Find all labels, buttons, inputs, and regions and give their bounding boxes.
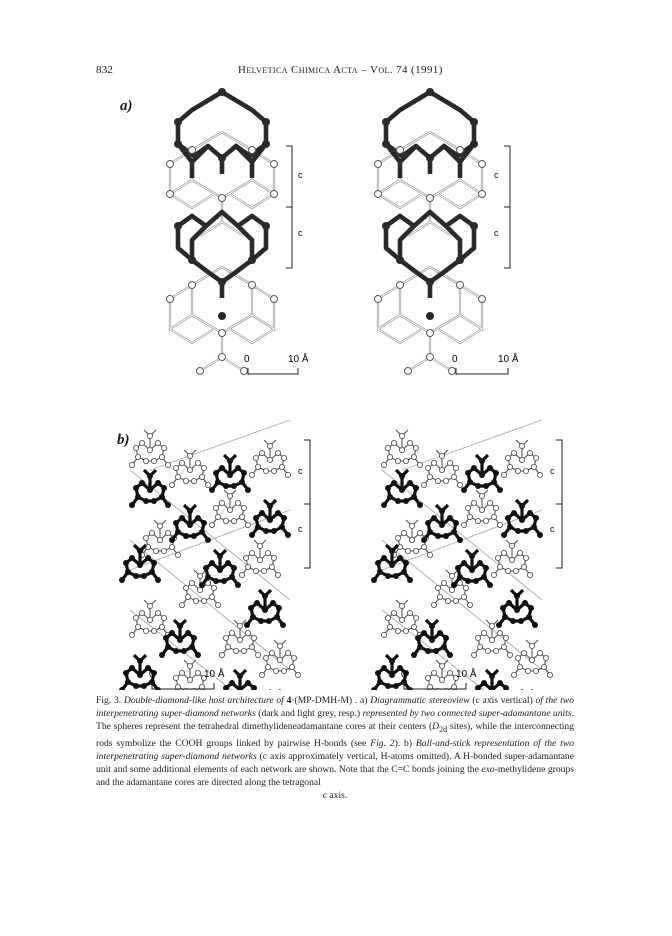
panel-a-axis-label-right-2: c bbox=[494, 228, 499, 238]
panel-a-label: a) bbox=[120, 98, 133, 114]
panel-b-scale-zero-right: 0 bbox=[401, 669, 407, 680]
panel-b-right-structure bbox=[371, 420, 553, 690]
caption-title: Double-diamond-like host architecture of bbox=[123, 695, 284, 706]
caption-part-a-axis: (c axis vertical) bbox=[472, 695, 533, 706]
panel-a-scale-zero-right: 0 bbox=[452, 354, 458, 365]
panel-a-right-network bbox=[375, 88, 486, 375]
caption-part-a-colors: (dark and light grey, resp.) bbox=[258, 708, 361, 720]
caption-part-a-spheres: . The spheres represent the tetrahedral dimethylideneadamantane cores at their centers ( bbox=[96, 708, 574, 733]
caption-compound-formula: ·(MP-DMH-M) bbox=[291, 695, 353, 706]
panel-b-label: b) bbox=[117, 432, 130, 448]
panel-b-axis-label-right-1: c bbox=[550, 466, 555, 476]
caption-part-a-rep: represented by two connected super-adamantane units bbox=[362, 708, 572, 720]
caption-fig-label: Fig. 3. bbox=[96, 695, 122, 706]
caption-part-b-axis: (c axis approximately vertical, H-atoms omitted). A H-bonded super-adamantane unit and some additional elements of each network are shown. Note that the C=C bonds joining the bbox=[96, 750, 574, 775]
caption-part-b-exo: exo bbox=[481, 763, 495, 775]
caption-part-b-tail: -methylidene groups and the adamantane cores are directed along the tetragonal bbox=[96, 763, 574, 789]
caption-part-a-of: of the two interpenetrating super-diamond networks bbox=[96, 695, 574, 720]
caption-part-a-intro: . a) bbox=[354, 695, 368, 706]
caption-part-a-symmetry-tail: sites), while the interconnecting rods symbolize the COOH groups linked by pairwise H-bonds (see bbox=[96, 721, 574, 749]
caption-part-a-symmetry-subscript: 2d bbox=[439, 725, 448, 735]
panel-b-left-structure bbox=[119, 420, 301, 690]
panel-b-axis-label-left-2: c bbox=[298, 524, 303, 534]
panel-b-scale-zero-left: 0 bbox=[149, 669, 155, 680]
caption-part-a-figure-reference: Fig. 2 bbox=[370, 737, 395, 749]
panel-b-axis-label-right-2: c bbox=[550, 524, 555, 534]
caption-part-b-title: Ball-and-stick representation of the two interpenetrating super-diamond networks bbox=[96, 737, 575, 762]
panel-b-scale-ten-left: 10 Å bbox=[204, 669, 225, 680]
panel-a-axis-label-left-2: c bbox=[298, 228, 303, 238]
page-number: 832 bbox=[96, 64, 114, 76]
figure-caption bbox=[96, 694, 574, 803]
running-head: Helvetica Chimica Acta – Vol. 74 (1991) bbox=[238, 64, 443, 76]
caption-last-line: c axis. bbox=[322, 790, 348, 802]
panel-a-scale-zero-left: 0 bbox=[244, 354, 250, 365]
panel-a-left-network bbox=[167, 88, 278, 375]
caption-part-a-end: ). b) bbox=[394, 737, 413, 749]
panel-b-scale-ten-right: 10 Å bbox=[456, 669, 477, 680]
panel-a-axis-label-right-1: c bbox=[494, 170, 499, 180]
caption-part-a-title: Diagrammatic stereoview bbox=[370, 695, 470, 706]
panel-a-scale-ten-left: 10 Å bbox=[288, 354, 309, 365]
panel-a-scale-bars bbox=[248, 368, 508, 374]
panel-a-axis-label-left-1: c bbox=[298, 170, 303, 180]
panel-b-axis-label-left-1: c bbox=[298, 466, 303, 476]
caption-part-a-symmetry: D bbox=[432, 721, 440, 733]
panel-a-scale-ten-right: 10 Å bbox=[498, 354, 519, 365]
caption-compound-number: 4 bbox=[286, 695, 292, 706]
